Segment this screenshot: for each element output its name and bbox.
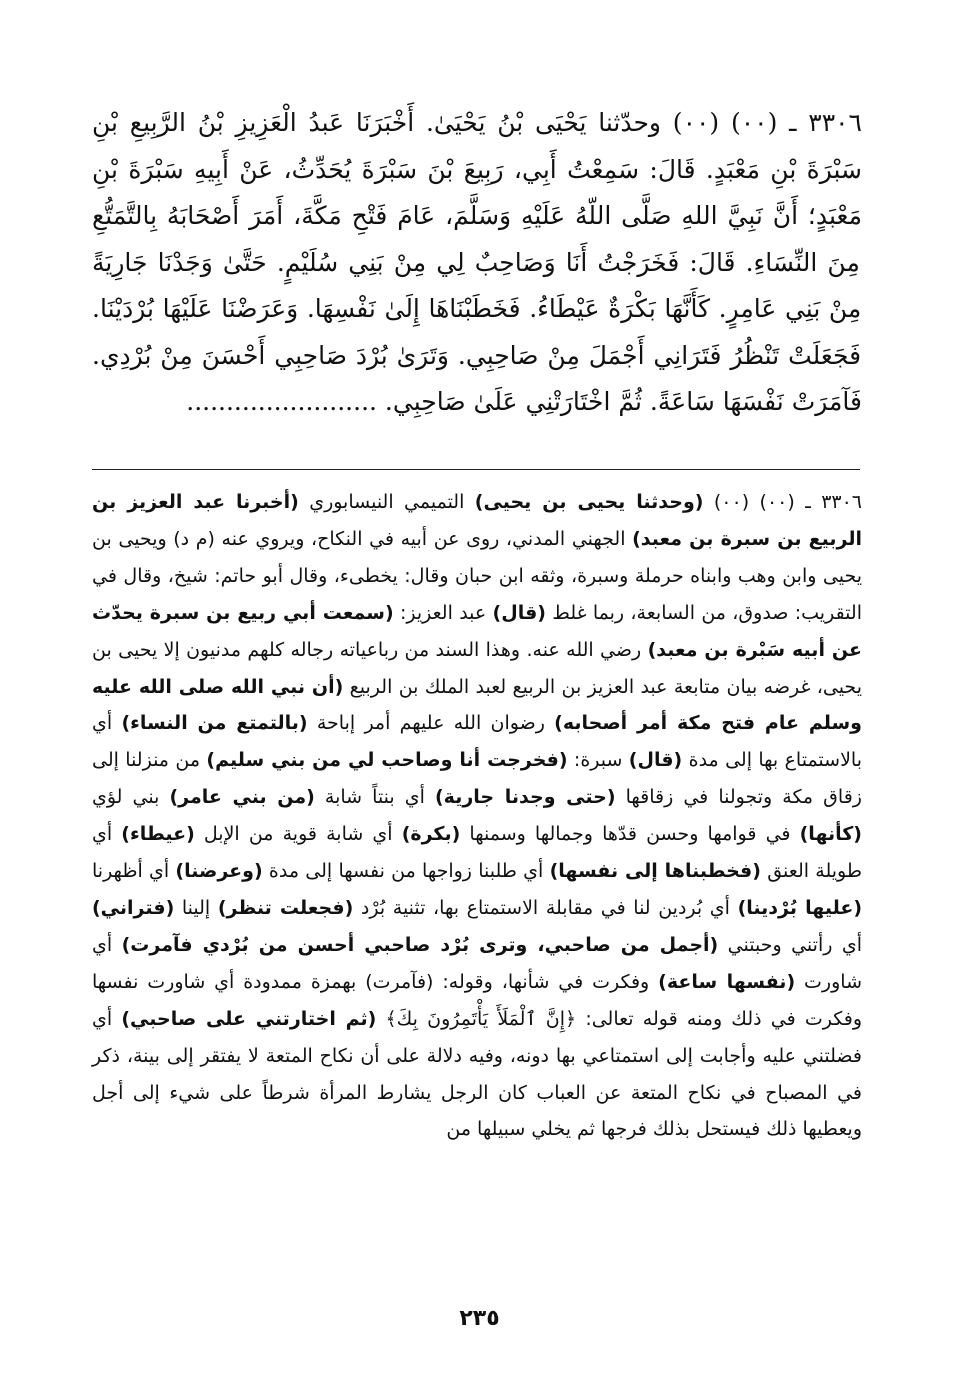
commentary-gloss: أي طويلة العنق [92,823,862,883]
commentary-gloss: ٣٣٠٦ ـ (٠٠) (٠٠) [703,491,863,513]
commentary-quote: (فخرجت أنا وصاحب لي من بني سليم) [206,749,568,772]
commentary-gloss: أي فضلتني عليه وأجابت إلى استمتاعي بها دونه، وفيه دلالة على أن نكاح المتعة لا يفتقر إلى بينة، ذكر في المصباح في نكاح المتعة عن العباب كان الرجل يشارط المرأة شرطاً على شيء إلى أجل ويعطيها ذلك فيستحل بذلك فرجها ثم يخلي سبيلها من [92,1007,862,1141]
commentary-gloss: أي بُردين لنا في مقابلة الاستمتاع بها، تثنية بُرْد [353,896,738,919]
commentary-quote: (من بني عامر) [169,786,315,809]
hadith-line: ٣٣٠٦ ـ (٠٠) (٠٠) وحدّثنا يَحْيَى بْنُ يَحْيَىٰ. أَخْبَرَنَا عَبدُ الْعَزِيزِ بْنُ [185,108,862,137]
commentary-quote: (فتراني) [92,896,175,919]
commentary-gloss: أي رأتني وحبتني [718,933,862,956]
commentary-quote: (وحدثنا يحيى بن يحيى) [474,491,704,513]
hadith-line: مِنْ بَنِي عَامِرٍ. كَأَنَّهَا بَكْرَةٌ عَيْطَاءُ. فَخَطَبْنَاهَا إِلَىٰ نَفْسِهَا. وَعَرَضْنَا عَلَيْهَا بُرْدَيْنَا. [92,294,862,323]
commentary-gloss: سبرة: [567,749,629,772]
hadith-line: الرَّبِيعِ بْنِ سَبْرَةَ بْنِ مَعْبَدٍ. قَالَ: سَمِعْتُ أَبِي، رَبِيعَ بْنَ سَبْرَةَ يُحَدِّثُ، عَنْ أَبِيهِ [92,108,862,184]
commentary-gloss: إلينا [174,896,218,919]
hadith-line: فَجَعَلَتْ تَنْظُرُ فَتَرَانِي أَجْمَلَ مِنْ صَاحِبِي. وَتَرَىٰ بُرْدَ صَاحِبِي أَحْسَنَ مِنْ بُرْدِي. [92,340,862,370]
commentary-quote: (أن نبي الله صلى الله عليه وسلم عام فتح مكة أمر أصحابه) [92,675,862,735]
hadith-line: بِالتَّمَتُّعِ مِنَ النِّسَاءِ. قَالَ: فَخَرَجْتُ أَنَا وَصَاحِبٌ لِي مِنْ بَنِي سُلَيْمٍ. حَتَّىٰ وَجَدْنَا جَارِيَةً [92,201,860,277]
commentary-gloss: من منزلنا إلى زقاق مكة وتجولنا في زقاقها [92,749,862,809]
commentary-quote: (وعرضنا) [175,860,263,883]
commentary-quote: (عيطاء) [121,823,195,846]
commentary-gloss: الجهني المدني، روى عن أبيه في النكاح، ويروي عنه (م د) ويحيى بن يحيى وابن وهب وابناه حرملة وسبرة، وثقه ابن حبان وقال: يخطىء، وقال أبو حاتم: شيخ، وقال في التقريب: صدوق، من السابعة، ربما غلط [92,527,862,624]
commentary-quote: (بالتمتع من النساء) [121,712,308,735]
commentary-quote: (فخطبناها إلى نفسها) [549,860,761,883]
page-number: ٢٣٥ [459,1306,500,1331]
commentary-quote: (كأنها) [799,823,862,846]
commentary-quote: (أخبرنا عبد العزيز بن الربيع بن سبرة بن معبد) [92,491,863,550]
commentary-gloss: وفكرت في شأنها، وقوله: (فآمرت) بهمزة ممدودة أي شاورت نفسها وفكرت في ذلك ومنه قوله تعالى: ﴿إِنَّ ٱلْمَلَأَ يَأْتَمِرُونَ بِكَ﴾ [92,970,863,1030]
commentary-quote: (قال) [628,749,683,772]
commentary-gloss: في قوامها وحسن قدّها وجمالها وسمنها [460,823,800,846]
commentary-quote: (عليها بُرْدينا) [737,896,863,919]
hadith-line: فَآمَرَتْ نَفْسَهَا سَاعَةً. ثُمَّ اخْتَارَتْنِي عَلَىٰ صَاحِبِي. ........................ [186,387,862,416]
commentary-gloss: أي طلبنا زواجها من نفسها إلى مدة [262,860,550,883]
commentary-gloss: أي بنتاً شابة [314,786,435,809]
commentary-gloss: عبد العزيز: [393,601,493,624]
commentary-gloss: التميمي النيسابوري [298,491,475,513]
hadith-block [92,100,862,426]
commentary-gloss: أي شابة قوية من الإبل [194,823,402,846]
commentary-text [92,484,862,1148]
commentary-quote: (حتى وجدنا جارية) [435,786,616,809]
commentary-quote: (نفسها ساعة) [658,970,796,993]
commentary-gloss: أي أظهرنا [92,860,176,883]
commentary-quote: (أجمل من صاحبي، وترى بُرْد صاحبي أحسن من بُرْدي فآمرت) [121,933,719,956]
commentary-quote: (قال) [492,601,546,624]
commentary-quote: (فجعلت تنظر) [217,896,354,919]
footnote-divider [92,469,860,470]
commentary-gloss: أي شاورت [92,933,862,993]
commentary-quote: (بكرة) [401,823,461,846]
hadith-line: سَبْرَةَ بْنِ مَعْبَدٍ؛ أَنَّ نَبِيَّ اللهِ صَلَّى اللّهُ عَلَيْهِ وَسَلَّمَ، عَامَ فَتْحِ مَكَّةَ، أَمَرَ أَصْحَابَهُ [92,154,862,230]
commentary-gloss: أي بالاستمتاع بها إلى مدة [92,712,862,772]
commentary-gloss: رضي الله عنه. وهذا السند من رباعياته رجاله كلهم مدنيون إلا يحيى بن يحيى، غرضه بيان متابعة عبد العزيز بن الربيع لعبد الملك بن الربيع [92,638,862,698]
commentary-quote: (سمعت أبي ربيع بن سبرة يحدّث عن أبيه سَبْرة بن معبد) [92,601,862,661]
commentary-gloss: رضوان الله عليهم أمر إباحة [307,712,555,735]
hadith-text [92,100,862,426]
commentary-quote: (ثم اختارتني على صاحبي) [121,1007,377,1030]
commentary-gloss: بني لؤي [92,786,170,809]
